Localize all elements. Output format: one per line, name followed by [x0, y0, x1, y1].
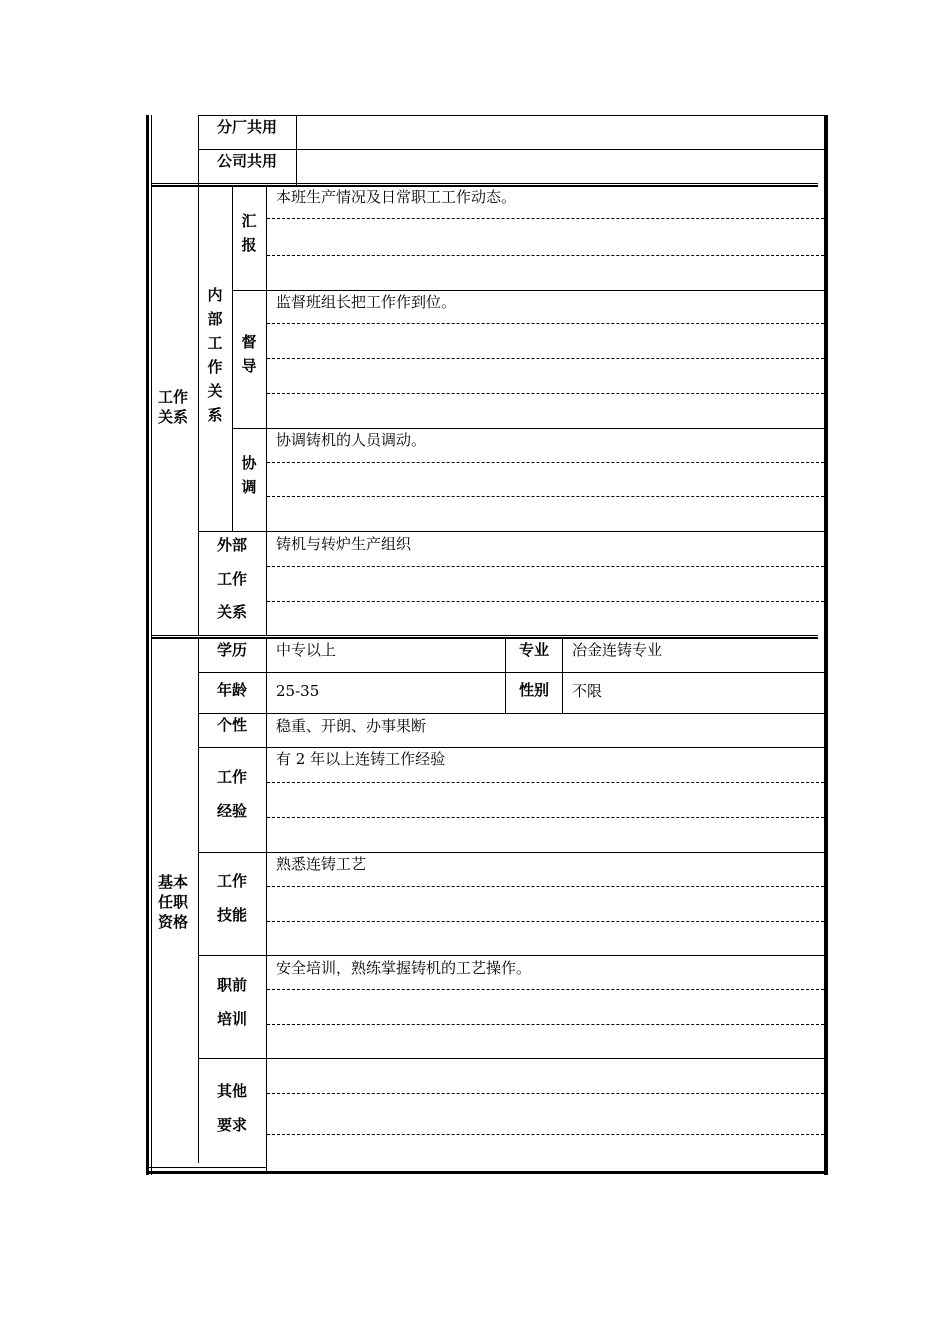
skills-dash-1 [267, 886, 824, 887]
external-dash-1 [267, 566, 824, 567]
personality-label: 个性 [216, 716, 247, 734]
skills-label-1: 工作 [216, 872, 247, 890]
training-label-1: 职前 [216, 976, 247, 994]
skills-text: 熟悉连铸工艺 [276, 855, 367, 873]
section-separator-2b [152, 637, 818, 639]
supervise-text: 监督班组长把工作作到位。 [276, 293, 457, 311]
external-label-3: 关系 [216, 603, 247, 621]
experience-dash-2 [267, 817, 824, 818]
internal-relations-label: 内部工作关系 [207, 286, 223, 424]
section-separator-1a [152, 183, 818, 184]
experience-label-1: 工作 [216, 768, 247, 786]
top-border [198, 115, 824, 116]
coordinate-bottom [198, 531, 824, 532]
age-label: 年龄 [216, 681, 247, 699]
shared-col-mid [296, 115, 297, 185]
coordinate-text: 协调铸机的人员调动。 [276, 431, 427, 449]
frame-bottom-border [149, 1171, 828, 1174]
coordinate-dash-2 [267, 496, 824, 497]
supervise-dash-3 [267, 393, 824, 394]
section-separator-2a [152, 635, 818, 636]
qualifications-label: 基本任职资格 [157, 873, 188, 931]
shared-col-left [198, 115, 199, 185]
company-shared-label: 公司共用 [216, 152, 277, 170]
external-text: 铸机与转炉生产组织 [276, 535, 412, 553]
experience-label-2: 经验 [216, 802, 247, 820]
supervise-dash-1 [267, 323, 824, 324]
wr-col-b [232, 186, 233, 531]
supervise-dash-2 [267, 358, 824, 359]
supervise-bottom [232, 428, 824, 429]
report-dash-1 [267, 218, 824, 219]
external-label-1: 外部 [216, 536, 247, 554]
other-label-1: 其他 [216, 1082, 247, 1100]
work-relations-label: 工作关系 [157, 388, 188, 426]
education-row-bottom [198, 672, 824, 673]
coordinate-label: 协调 [241, 454, 257, 496]
q-col-c [266, 638, 267, 1171]
education-value: 中专以上 [276, 641, 337, 659]
gender-label: 性别 [518, 681, 549, 699]
shared-row-divider [198, 149, 824, 150]
external-label-2: 工作 [216, 570, 247, 588]
age-row-bottom [198, 713, 824, 714]
report-dash-2 [267, 255, 824, 256]
branch-shared-label: 分厂共用 [216, 118, 277, 136]
frame-right-border [824, 115, 828, 1175]
wr-col-a [198, 186, 199, 636]
major-label: 专业 [518, 641, 549, 659]
skills-bottom [198, 955, 824, 956]
supervise-label: 督导 [241, 333, 257, 375]
external-dash-2 [267, 601, 824, 602]
experience-bottom [198, 852, 824, 853]
skills-dash-2 [267, 921, 824, 922]
frame-left-inner-border [151, 115, 152, 1175]
experience-text: 有 2 年以上连铸工作经验 [276, 750, 446, 768]
training-dash-1 [267, 989, 824, 990]
personality-value: 稳重、开朗、办事果断 [276, 717, 427, 735]
training-label-2: 培训 [216, 1010, 247, 1028]
training-text: 安全培训，熟练掌握铸机的工艺操作。 [276, 959, 532, 977]
other-dash-1 [267, 1093, 824, 1094]
gender-value: 不限 [572, 682, 603, 700]
major-value: 冶金连铸专业 [572, 641, 663, 659]
report-text: 本班生产情况及日常职工工作动态。 [276, 188, 517, 206]
age-value: 25-35 [276, 682, 320, 700]
skills-label-2: 技能 [216, 906, 247, 924]
q-col-a [198, 638, 199, 1163]
education-label: 学历 [216, 641, 247, 659]
training-bottom [198, 1058, 824, 1059]
company-shared-value[interactable] [302, 153, 822, 179]
coordinate-dash-1 [267, 462, 824, 463]
wr-col-c [266, 186, 267, 636]
training-dash-2 [267, 1024, 824, 1025]
experience-dash-1 [267, 782, 824, 783]
section-separator-1b [152, 185, 818, 187]
frame-bottom-inner [149, 1167, 267, 1168]
report-label: 汇报 [241, 212, 257, 254]
other-dash-2 [267, 1134, 824, 1135]
q-col-e [562, 638, 563, 714]
report-bottom [232, 290, 824, 291]
frame-left-border [146, 115, 149, 1175]
other-label-2: 要求 [216, 1116, 247, 1134]
branch-shared-value[interactable] [302, 119, 822, 145]
personality-row-bottom [198, 747, 824, 748]
